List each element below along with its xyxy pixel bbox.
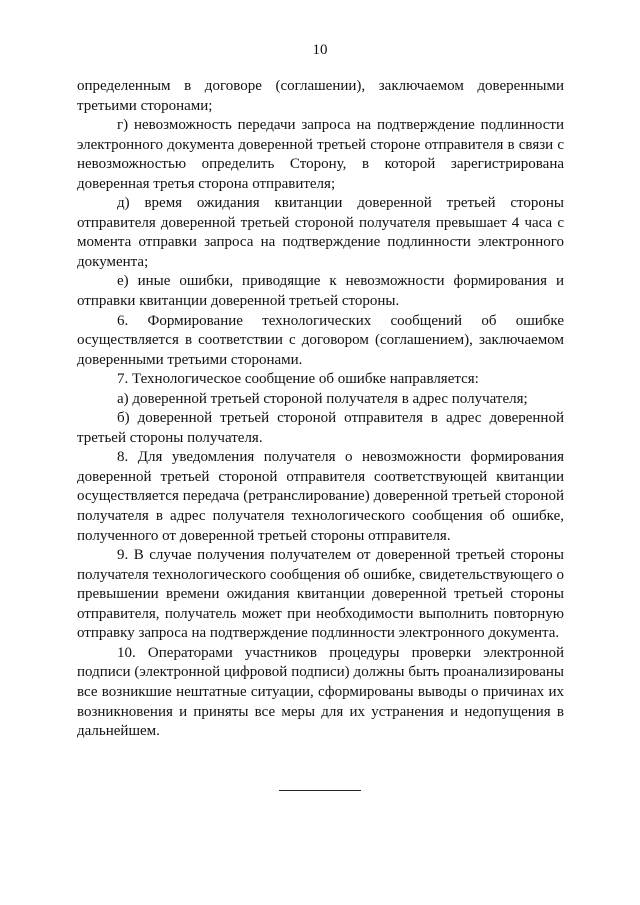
- paragraph-section-6: 6. Формирование технологических сообщений об ошибке осуществляется в соответствии с договором (соглашением), заключаемом доверенными третьими сторонами.: [77, 312, 564, 368]
- paragraph-section-8: 8. Для уведомления получателя о невозможности формирования доверенной третьей стороной отправителя соответствующей квитанции осуществляется передача (ретранслирование) доверенной третьей стороной получателя в адрес получателя технологического сообщения об ошибке, полученного от доверенной третьей стороны отправителя.: [77, 449, 564, 544]
- paragraph-section-7: 7. Технологическое сообщение об ошибке направляется:: [117, 371, 479, 388]
- paragraph-continuation: определенным в договоре (соглашении), заключаемом доверенными третьими сторонами;: [77, 78, 564, 114]
- paragraph-item-e: е) иные ошибки, приводящие к невозможности формирования и отправки квитанции доверенной третьей стороны.: [77, 273, 564, 310]
- end-of-document-rule: [279, 790, 361, 791]
- paragraph-item-d: д) время ожидания квитанции доверенной третьей стороны отправителя доверенной третьей стороной получателя превышает 4 часа с момента отправки запроса на подтверждение подлинности электронного документа;: [77, 195, 564, 270]
- paragraph-section-9: 9. В случае получения получателем от доверенной третьей стороны получателя технологического сообщения об ошибке, свидетельствующего о превышении времени ожидания квитанции доверенной третьей стороны отправителя, получатель может при необходимости выполнить повторную отправку запроса на подтверждение подлинности электронного документа.: [77, 547, 564, 642]
- paragraph-section-10: 10. Операторами участников процедуры проверки электронной подписи (электронной цифровой подписи) должны быть проанализированы все возникшие нештатные ситуации, сформированы выводы о причинах их возникновения и приняты все меры для их устранения и недопущения в дальнейшем.: [77, 644, 564, 740]
- document-body: [77, 77, 564, 742]
- paragraph-item-g: г) невозможность передачи запроса на подтверждение подлинности электронного документа доверенной третьей стороне отправителя в связи с невозможностью определить Сторону, в которой зарегистрирована доверенная третья сторона отправителя;: [77, 117, 564, 192]
- paragraph-item-a: а) доверенной третьей стороной получателя в адрес получателя;: [117, 390, 528, 407]
- page-number: 10: [312, 42, 328, 58]
- paragraph-item-b: б) доверенной третьей стороной отправителя в адрес доверенной третьей стороны получателя.: [77, 410, 564, 446]
